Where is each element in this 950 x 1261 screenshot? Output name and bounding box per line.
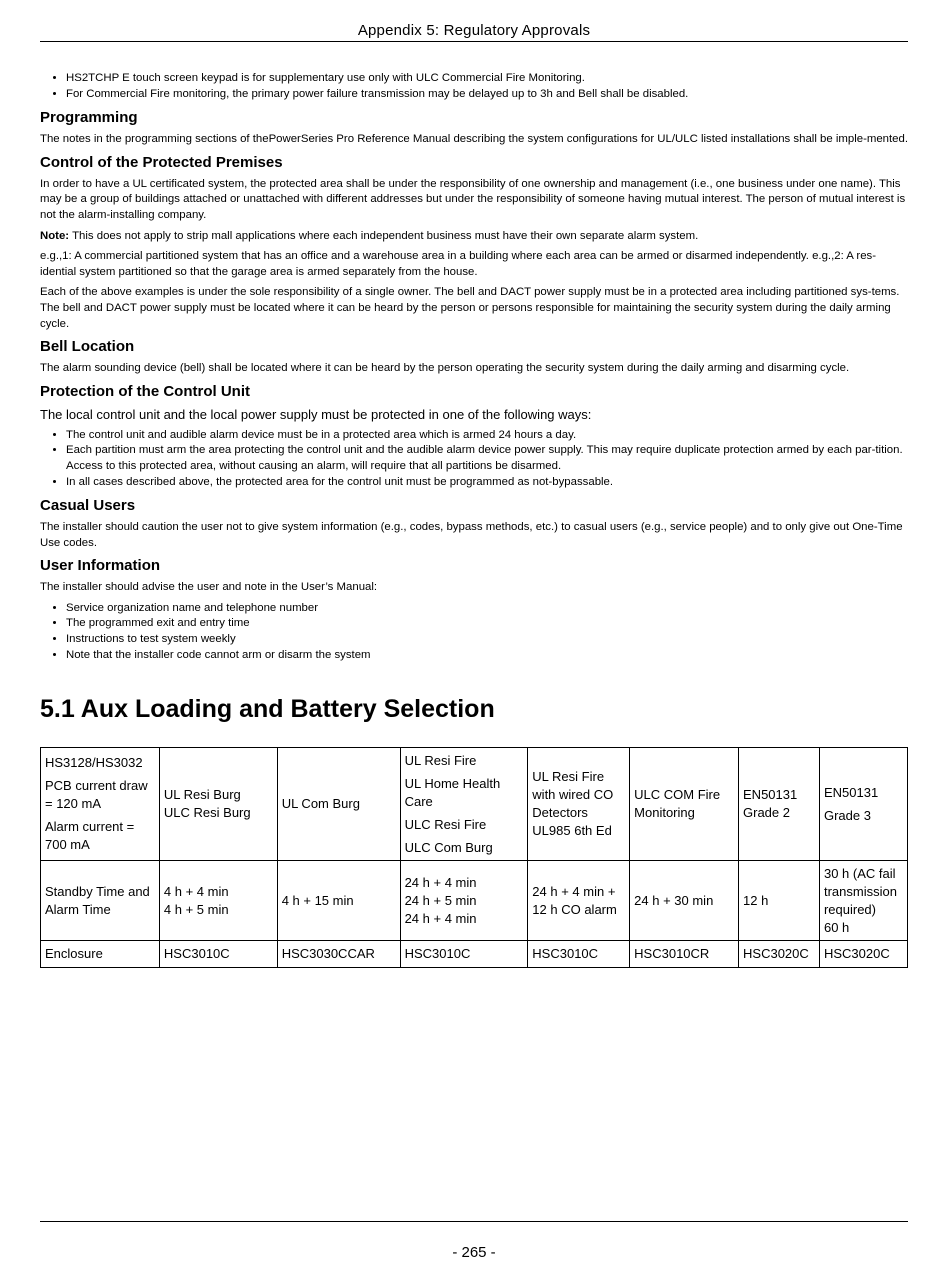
note-text: This does not apply to strip mall applications where each independent business must have their own separate alarm system.	[69, 229, 699, 242]
cell-text: EN50131	[823, 784, 879, 800]
cell-text: UL Resi Burg	[163, 787, 241, 802]
table-cell	[400, 861, 528, 941]
section-title: 5.1 Aux Loading and Battery Selection	[40, 695, 495, 723]
list-item: • In all cases described above, the protected area for the control unit must be programmed as not-bypassable.	[66, 475, 908, 491]
user-info-bullet-list	[40, 601, 908, 663]
cell-text: 24 h + 5 min	[404, 892, 477, 908]
cell-text: 12 h CO alarm	[532, 901, 617, 917]
list-item: • For Commercial Fire monitoring, the primary power failure transmission may be delayed up to 3h and Bell shall be disabled.	[66, 87, 908, 103]
cell-text: ULC Com Burg	[404, 839, 493, 855]
table-row	[41, 941, 908, 968]
responsibility-paragraph: Each of the above examples is under the sole responsibility of a single owner. The bell and DACT power supply must be in a protected area including partitioned sys-tems. The bell and DACT power supply must be located where it can be heard by the person or persons responsible for maintaining the security system during the daily arming cycle.	[40, 286, 900, 330]
table-cell: UL Com Burg	[277, 748, 400, 861]
cell-text: ULC Resi Fire	[404, 816, 487, 832]
header-rule	[40, 41, 908, 42]
cell-text: UL Home Health Care	[404, 775, 501, 809]
programming-text: The notes in the programming sections of thePowerSeries Pro Reference Manual describing the system configurations for UL/ULC listed installations shall be imple-mented.	[40, 133, 909, 146]
table-cell	[159, 748, 277, 861]
footer-rule	[40, 1221, 908, 1222]
cell-text: 24 h + 4 min +	[532, 883, 616, 899]
table-cell: EN50131 Grade 2	[739, 748, 820, 861]
user-info-heading: User Information	[40, 557, 161, 575]
table-cell: 12 h	[739, 861, 820, 941]
control-unit-heading: Protection of the Control Unit	[40, 382, 250, 400]
table-cell	[41, 748, 160, 861]
table-cell: ULC COM Fire Monitoring	[630, 748, 739, 861]
table-cell: 24 h + 30 min	[630, 861, 739, 941]
bell-location-heading: Bell Location	[40, 338, 135, 356]
control-unit-lead: The local control unit and the local power supply must be protected in one of the following ways:	[40, 406, 592, 422]
cell-text: ULC Resi Burg	[163, 805, 251, 820]
list-item: • Service organization name and telephone number	[66, 601, 908, 617]
cell-text: PCB current draw = 120 mA	[45, 778, 148, 811]
table-cell	[528, 861, 630, 941]
table-cell: HSC3020C	[819, 941, 907, 968]
note-label: Note:	[40, 229, 70, 242]
table-cell	[819, 861, 907, 941]
cell-text: UL985 6th Ed	[532, 823, 612, 838]
list-item: • Instructions to test system weekly	[66, 632, 908, 648]
cell-text: 4 h + 4 min	[163, 883, 229, 899]
cell-text: with wired CO	[532, 787, 614, 802]
bell-location-text: The alarm sounding device (bell) shall be located where it can be heard by the person operating the security system during the daily arming and disarming cycle.	[40, 362, 850, 375]
table-cell: HSC3010CR	[630, 941, 739, 968]
example-paragraph: e.g.,1: A commercial partitioned system that has an office and a warehouse area in a building where each area can be armed or disarmed independently. e.g.,2: A res-idential system partitioned so that the garage area is armed separately from the house.	[40, 250, 877, 278]
list-item: • The control unit and audible alarm device must be in a protected area which is armed 24 hours a day.	[66, 428, 908, 444]
cell-text: Detectors	[532, 805, 588, 820]
cell-text: 30 h (AC fail transmission required)	[823, 865, 897, 917]
casual-users-heading: Casual Users	[40, 497, 136, 515]
cell-text: 24 h + 4 min	[404, 874, 477, 890]
table-cell: HSC3030CCAR	[277, 941, 400, 968]
page-number: - 265 -	[452, 1244, 496, 1261]
note-paragraph	[40, 229, 908, 245]
cell-text: Grade 3	[823, 807, 871, 823]
table-cell: Standby Time and Alarm Time	[41, 861, 160, 941]
user-info-text: The installer should advise the user and note in the User’s Manual:	[40, 581, 378, 594]
table-row	[41, 748, 908, 861]
list-item: • Each partition must arm the area protecting the control unit and the audible alarm device power supply. This may require duplicate protection armed by each par-tition. Access to this protected area, without causing an alarm, will require that all partitions be disarmed.	[66, 443, 908, 474]
page-content	[40, 71, 908, 663]
table-cell: HSC3020C	[739, 941, 820, 968]
cell-text: UL Resi Fire	[404, 752, 477, 768]
cell-text: Alarm current = 700 mA	[45, 819, 135, 852]
table-cell	[819, 748, 907, 861]
table-cell	[159, 861, 277, 941]
control-premises-paragraph: In order to have a UL certificated system, the protected area shall be under the responsibility of one ownership and management (i.e., one business under one name). This may be a group of buildings attached or unattached with different addresses but under the responsibility of someone having mutual interest. The person of mutual interest is not the alarm-installing company.	[40, 177, 906, 221]
table-cell: Enclosure	[41, 941, 160, 968]
aux-loading-table	[40, 747, 908, 968]
casual-users-text: The installer should caution the user not to give system information (e.g., codes, bypass methods, etc.) to casual users (e.g., service people) and to only give out One-Time Use codes.	[40, 521, 903, 549]
table-cell	[400, 748, 528, 861]
control-premises-heading: Control of the Protected Premises	[40, 153, 283, 171]
intro-bullet-list	[40, 71, 908, 102]
control-unit-bullet-list	[40, 428, 908, 490]
list-item: • The programmed exit and entry time	[66, 616, 908, 632]
programming-heading: Programming	[40, 109, 138, 127]
table-cell: HSC3010C	[400, 941, 528, 968]
table-cell: HSC3010C	[528, 941, 630, 968]
table-cell	[528, 748, 630, 861]
cell-text: 24 h + 4 min	[404, 910, 477, 926]
list-item: • Note that the installer code cannot arm or disarm the system	[66, 648, 908, 664]
list-item: • HS2TCHP E touch screen keypad is for supplementary use only with ULC Commercial Fire Monitoring.	[66, 71, 908, 87]
cell-text: UL Resi Fire	[532, 769, 605, 784]
cell-text: HS3128/HS3032	[45, 755, 143, 770]
table-row	[41, 861, 908, 941]
table-cell: 4 h + 15 min	[277, 861, 400, 941]
cell-text: 60 h	[823, 919, 850, 935]
table-cell: HSC3010C	[159, 941, 277, 968]
cell-text: 4 h + 5 min	[163, 901, 229, 917]
page-header-title: Appendix 5: Regulatory Approvals	[357, 22, 591, 39]
